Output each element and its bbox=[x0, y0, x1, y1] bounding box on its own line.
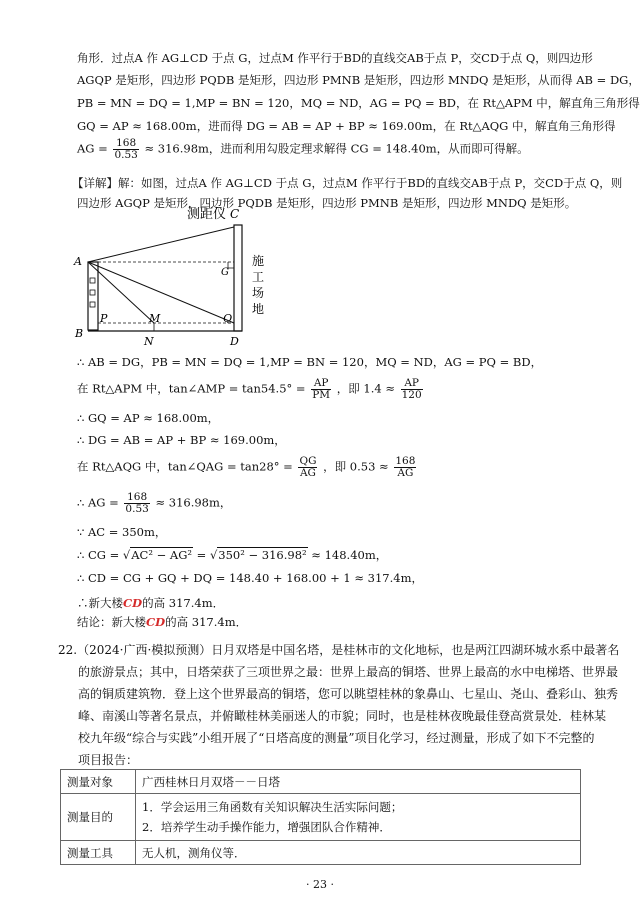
figure-title: 测距仪 bbox=[187, 207, 227, 222]
row-key: 测量对象 bbox=[61, 770, 136, 794]
step-4: ∴ DG = AB = AP + BP ≈ 169.00m， bbox=[77, 433, 286, 447]
highlight-cd: CD bbox=[123, 596, 143, 610]
denominator: PM bbox=[312, 389, 331, 401]
highlight-cd: CD bbox=[146, 615, 166, 629]
numerator: 168 bbox=[124, 492, 149, 504]
step-8-rest: ≈ 148.40m， bbox=[311, 548, 388, 562]
denominator: 0.53 bbox=[114, 149, 138, 161]
analysis-line-1: 角形．过点A 作 AG⊥CD 于点 G，过点M 作平行于BD的直线交AB于点 P，交CD于点 Q，则四边形 bbox=[77, 51, 593, 65]
label-b: B bbox=[75, 327, 84, 340]
table-row bbox=[61, 794, 581, 841]
purpose-1: 1．学会运用三角函数有关知识解决生活实际问题； bbox=[142, 800, 403, 814]
detail-line-1: 【详解】解：如图，过点A 作 AG⊥CD 于点 G，过点M 作平行于BD的直线交AB于点 P，交CD于点 Q，则 bbox=[72, 176, 623, 190]
step-2 bbox=[77, 378, 425, 401]
question-line-1: 22.（2024·广西·模拟预测）日月双塔是中国名塔，是桂林市的文化地标，也是两江四湖环城水系中最著名 bbox=[58, 643, 620, 657]
label-n: N bbox=[144, 335, 154, 348]
site-char-3: 场 bbox=[252, 286, 265, 300]
fraction-qg-ag bbox=[298, 456, 317, 479]
fraction-168-ag bbox=[394, 456, 416, 479]
sqrt-1: AC² − AG² bbox=[131, 548, 192, 562]
analysis-line-5 bbox=[77, 138, 529, 161]
site-char-4: 地 bbox=[252, 302, 265, 316]
step-5-mid: ，即 0.53 ≈ bbox=[323, 459, 389, 474]
conclusion-pre: 结论：新大楼 bbox=[77, 615, 146, 629]
step-8-lhs: ∴ CG = bbox=[77, 548, 120, 562]
step-9: ∴ CD = CG + GQ + DQ = 148.40 + 168.00 + 1 ≈ 317.4m， bbox=[77, 571, 423, 585]
line-aq bbox=[88, 262, 234, 323]
step-8: ∴ CG = √AC² − AG² = √350² − 316.98² ≈ 148.40m， bbox=[77, 548, 388, 562]
numerator: AP bbox=[311, 378, 331, 390]
table-row bbox=[61, 841, 581, 865]
question-line-2: 的旅游景点；其中，日塔荣获了三项世界之最：世界上最高的铜塔、世界上最高的水中电梯塔、世界最 bbox=[78, 665, 619, 679]
step-10 bbox=[77, 595, 224, 611]
step-7: ∵ AC = 350m， bbox=[77, 525, 167, 539]
formula-lhs: AG = bbox=[77, 141, 108, 156]
detail-line-2: 四边形 AGQP 是矩形，四边形 PQDB 是矩形，四边形 PMNB 是矩形，四边形 MNDQ 是矩形。 bbox=[77, 196, 577, 210]
step-10-post: 的高 317.4m． bbox=[142, 596, 225, 610]
line-ac bbox=[88, 227, 234, 262]
row-value: 广西桂林日月双塔－－日塔 bbox=[136, 770, 581, 794]
purpose-2: 2．培养学生动手操作能力，增强团队合作精神． bbox=[142, 820, 391, 834]
analysis-line-4: GQ = AP ≈ 168.00m，进而得 DG = AB = AP + BP ≈ 169.00m，在 Rt△AQG 中，解直角三角形得 bbox=[77, 119, 616, 133]
numerator: AP bbox=[401, 378, 423, 390]
step-10-pre: ∴新大楼 bbox=[77, 596, 123, 610]
fraction-ap-pm bbox=[311, 378, 331, 401]
row-key: 测量工具 bbox=[61, 841, 136, 865]
step-3: ∴ GQ = AP ≈ 168.00m， bbox=[77, 411, 220, 425]
denominator: AG bbox=[397, 467, 414, 479]
fraction bbox=[113, 138, 138, 161]
numerator: QG bbox=[299, 455, 317, 467]
label-m: M bbox=[149, 312, 161, 325]
step-1: ∴ AB = DG，PB = MN = DQ = 1,MP = BN = 120，MQ = ND，AG = PQ = BD， bbox=[77, 355, 543, 369]
formula-rest: ≈ 316.98m，进而利用勾股定理求解得 CG = 148.40m，从而即可得解。 bbox=[144, 141, 529, 156]
step-2-mid: ，即 1.4 ≈ bbox=[336, 381, 395, 396]
label-g: G bbox=[221, 267, 229, 278]
step-2-lhs: 在 Rt△APM 中，tan∠AMP = tan54.5° = bbox=[77, 381, 306, 396]
denominator: 0.53 bbox=[125, 503, 149, 515]
geometry-figure bbox=[72, 205, 292, 350]
label-c: C bbox=[230, 207, 240, 221]
conclusion bbox=[77, 614, 247, 630]
label-a: A bbox=[74, 255, 82, 268]
row-key: 测量目的 bbox=[61, 794, 136, 841]
label-q: Q bbox=[223, 312, 233, 325]
numerator: 168 bbox=[113, 138, 138, 150]
question-line-6: 项目报告： bbox=[78, 753, 139, 767]
sqrt-2: 350² − 316.98² bbox=[218, 548, 307, 562]
table-row bbox=[61, 770, 581, 794]
fraction-168-053 bbox=[124, 492, 149, 515]
page-number: · 23 · bbox=[306, 878, 334, 891]
denominator: AG bbox=[299, 467, 316, 479]
step-5 bbox=[77, 456, 418, 479]
building-cd bbox=[234, 225, 242, 331]
question-line-5: 校九年级“综合与实践”小组开展了“日塔高度的测量”项目化学习，经过测量，形成了如下不完整的 bbox=[78, 731, 595, 745]
label-d: D bbox=[230, 335, 239, 348]
label-p: P bbox=[100, 312, 108, 325]
site-char-1: 施 bbox=[252, 254, 265, 268]
fraction-ap-120 bbox=[401, 378, 423, 401]
numerator: 168 bbox=[395, 455, 416, 467]
step-6 bbox=[77, 492, 231, 515]
building-ab bbox=[88, 262, 98, 330]
analysis-line-2: AGQP 是矩形，四边形 PQDB 是矩形，四边形 PMNB 是矩形，四边形 MNDQ 是矩形，从而得 AB = DG， bbox=[77, 73, 640, 87]
conclusion-post: 的高 317.4m． bbox=[165, 615, 248, 629]
report-table bbox=[60, 769, 581, 865]
row-value: 无人机，测角仪等． bbox=[136, 841, 581, 865]
question-line-3: 高的铜质建筑物．登上这个世界最高的铜塔，您可以眺望桂林的象鼻山、七星山、尧山、叠彩山、独秀 bbox=[78, 687, 619, 701]
question-line-4: 峰、南溪山等著名景点，并俯瞰桂林美丽迷人的市貌；同时，也是桂林夜晚最佳登高赏景处．桂林某 bbox=[78, 709, 607, 723]
site-char-2: 工 bbox=[252, 270, 265, 284]
row-value bbox=[136, 794, 581, 841]
analysis-line-3: PB = MN = DQ = 1,MP = BN = 120，MQ = ND，AG = PQ = BD，在 Rt△APM 中，解直角三角形得 bbox=[77, 96, 640, 110]
step-5-lhs: 在 Rt△AQG 中，tan∠QAG = tan28° = bbox=[77, 459, 293, 474]
step-6-rest: ≈ 316.98m， bbox=[155, 495, 232, 510]
step-8-eq: = bbox=[196, 548, 207, 562]
step-6-lhs: ∴ AG = bbox=[77, 495, 119, 510]
denominator: 120 bbox=[401, 389, 422, 401]
